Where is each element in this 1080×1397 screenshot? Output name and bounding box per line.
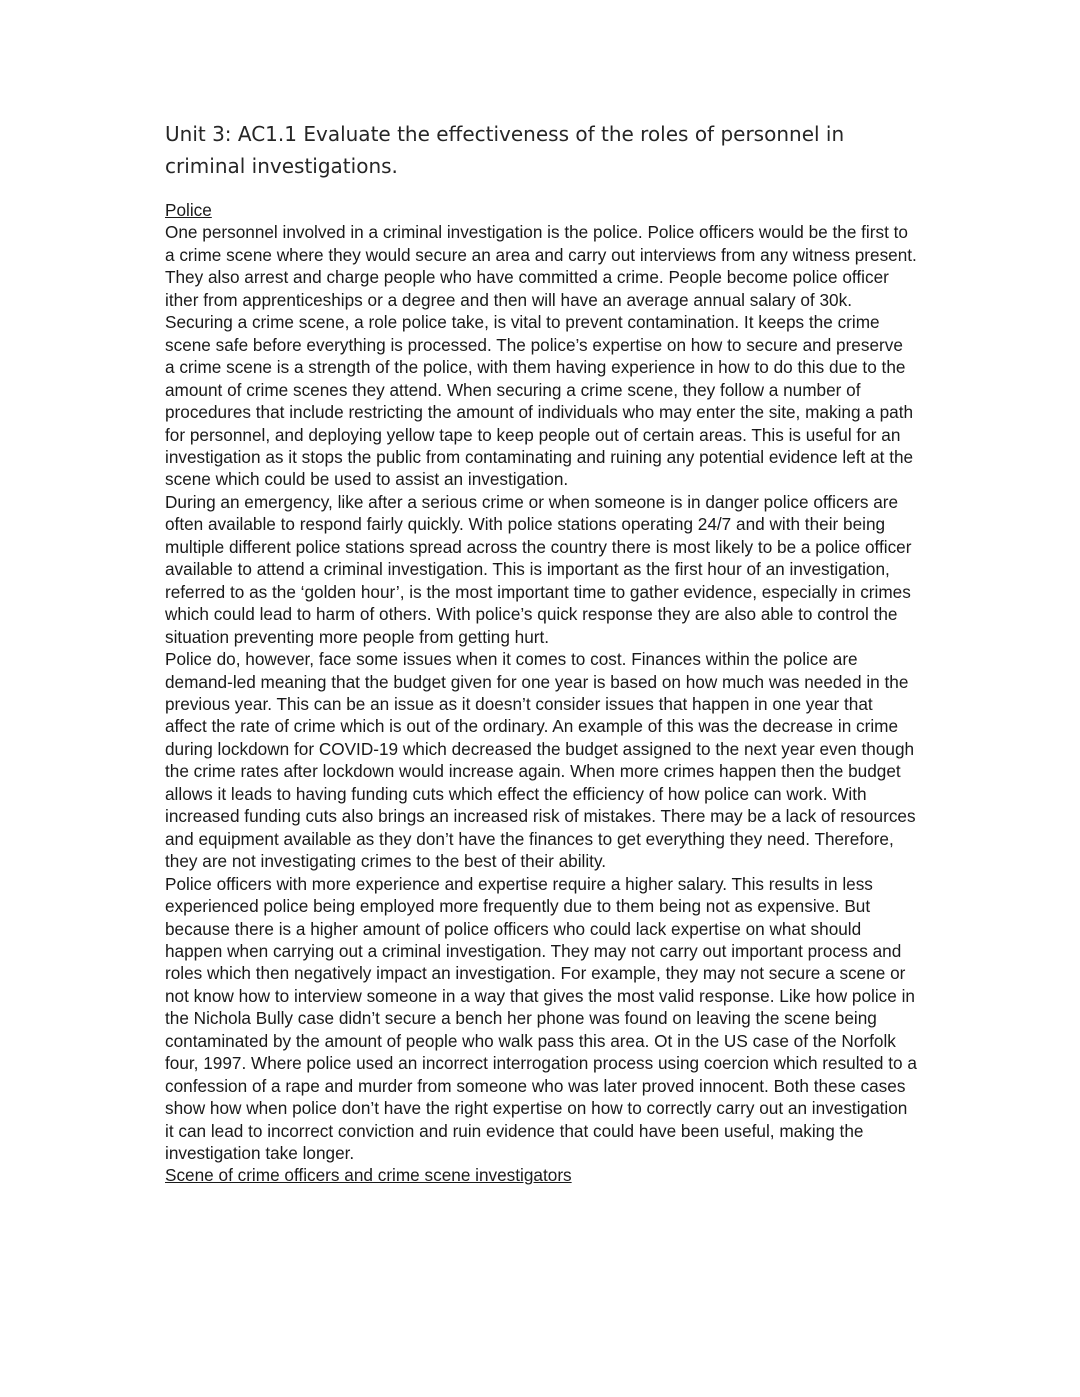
paragraph-police-intro: One personnel involved in a criminal investigation is the police. Police officers would be the first to a crime scene where they would secure an area and carry out interviews from any witness present. They also arrest and charge people who have committed a crime. People become police officer ither from apprenticeships or a degree and then will have an average annual salary of 30k. <box>165 222 917 310</box>
section-heading-scene-officers: Scene of crime officers and crime scene investigators <box>165 1165 572 1186</box>
paragraph-cost-issues: Police do, however, face some issues when it comes to cost. Finances within the police are demand-led meaning that the budget given for one year is based on how much was needed in the previous year. This can be an issue as it doesn’t consider issues that happen in one year that affect the rate of crime which is out of the ordinary. An example of this was the decrease in crime during lockdown for COVID-19 which decreased the budget assigned to the next year even though the crime rates after lockdown would increase again. When more crimes happen then the budget allows it leads to having funding cuts which effect the efficiency of how police can work. With increased funding cuts also brings an increased risk of mistakes. There may be a lack of resources and equipment available as they don’t have the finances to get everything they need. Therefore, they are not investigating crimes to the best of their ability. <box>165 649 916 872</box>
document-title: Unit 3: AC1.1 Evaluate the effectiveness of the roles of personnel in criminal investigations. <box>165 122 845 178</box>
document-body <box>165 199 917 1187</box>
section-heading-police: Police <box>165 200 212 220</box>
paragraph-experience-salary: Police officers with more experience and expertise require a higher salary. This results in less experienced police being employed more frequently due to them being not as expensive. But because there is a higher amount of police officers who could lack expertise on what should happen when carrying out a criminal investigation. They may not carry out important process and roles which then negatively impact an investigation. For example, they may not secure a scene or not know how to interview someone in a way that gives the most valid response. Like how police in the Nichola Bully case didn’t secure a bench her phone was found on leaving the scene being contaminated by the amount of people who walk pass this area. Ot in the US case of the Norfolk four, 1997. Where police used an incorrect interrogation process using coercion which resulted to a confession of a rape and murder from someone who was later proved innocent. Both these cases show how when police don’t have the right expertise on how to correctly carry out an investigation it can lead to incorrect conviction and ruin evidence that could have been useful, making the investigation take longer. <box>165 873 917 1164</box>
paragraph-emergency-response: During an emergency, like after a serious crime or when someone is in danger police officers are often available to respond fairly quickly. With police stations operating 24/7 and with their being multiple different police stations spread across the country there is most likely to be a police officer available to attend a criminal investigation. This is important as the first hour of an investigation, referred to as the ‘golden hour’, is the most important time to gather evidence, especially in crimes which could lead to harm of others. With police’s quick response they are also able to control the situation preventing more people from getting hurt. <box>165 491 912 647</box>
paragraph-securing-scene: Securing a crime scene, a role police take, is vital to prevent contamination. It keeps the crime scene safe before everything is processed. The police’s expertise on how to secure and preserve a crime scene is a strength of the police, with them having experience in how to do this due to the amount of crime scenes they attend. When securing a crime scene, they follow a number of procedures that include restricting the amount of individuals who may enter the site, making a path for personnel, and deploying yellow tape to keep people out of certain areas. This is useful for an investigation as it stops the public from contaminating and ruining any potential evidence left at the scene which could be used to assist an investigation. <box>165 312 914 490</box>
